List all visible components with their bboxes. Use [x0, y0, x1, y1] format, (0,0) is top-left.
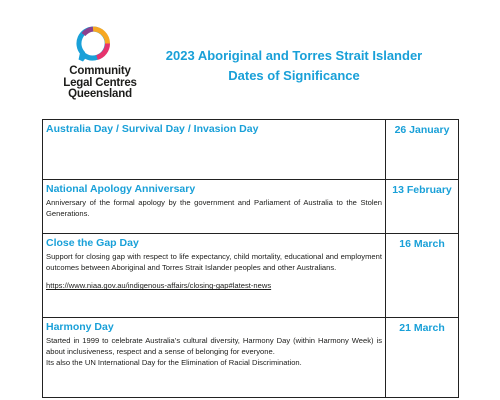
- document-title: [160, 46, 428, 86]
- event-description-paragraph: Its also the UN International Day for the Elimination of Racial Discrimination.: [46, 358, 302, 368]
- event-description: [46, 335, 382, 369]
- date-cell: [386, 318, 459, 398]
- event-name: Close the Gap Day: [46, 237, 139, 249]
- event-description: Anniversary of the formal apology by the government and Parliament of Australia to the Stolen Generations.: [46, 198, 382, 219]
- event-date: 26 January: [394, 124, 450, 136]
- date-cell: [386, 120, 459, 180]
- dates-table: [42, 119, 459, 398]
- event-name: Harmony Day: [46, 321, 114, 333]
- speech-bubble-logo-icon: [75, 26, 111, 62]
- event-cell: [43, 120, 386, 180]
- event-description: Support for closing gap with respect to life expectancy, child mortality, educational and employment outcomes between Aboriginal and Torres Strait Islander peoples and other Australians.: [46, 252, 382, 273]
- table-row: [43, 318, 459, 398]
- logo-line-3: Queensland: [68, 88, 132, 100]
- title-line-2: Dates of Significance: [228, 68, 360, 83]
- event-name: National Apology Anniversary: [46, 183, 196, 195]
- event-date: 16 March: [399, 238, 445, 250]
- event-cell: [43, 234, 386, 318]
- event-description-paragraph: Started in 1999 to celebrate Australia’s cultural diversity, Harmony Day (within Harmony Week) is about inclusiveness, respect and a sense of belonging for everyone.: [46, 336, 382, 357]
- event-date: 13 February: [392, 184, 452, 196]
- table-row: [43, 234, 459, 318]
- logo-line-1: Community: [69, 65, 131, 77]
- logo-wordmark: [60, 66, 140, 101]
- table-row: [43, 120, 459, 180]
- title-line-1: 2023 Aboriginal and Torres Strait Islander: [165, 48, 423, 63]
- date-cell: [386, 180, 459, 234]
- logo-line-2: Legal Centres: [63, 76, 137, 89]
- table-row: [43, 180, 459, 234]
- event-name: Australia Day / Survival Day / Invasion Day: [46, 123, 259, 135]
- event-cell: [43, 318, 386, 398]
- event-cell: [43, 180, 386, 234]
- closing-gap-link[interactable]: https://www.niaa.gov.au/indigenous-affairs/closing-gap#latest-news: [46, 281, 272, 291]
- date-cell: [386, 234, 459, 318]
- event-date: 21 March: [399, 322, 445, 334]
